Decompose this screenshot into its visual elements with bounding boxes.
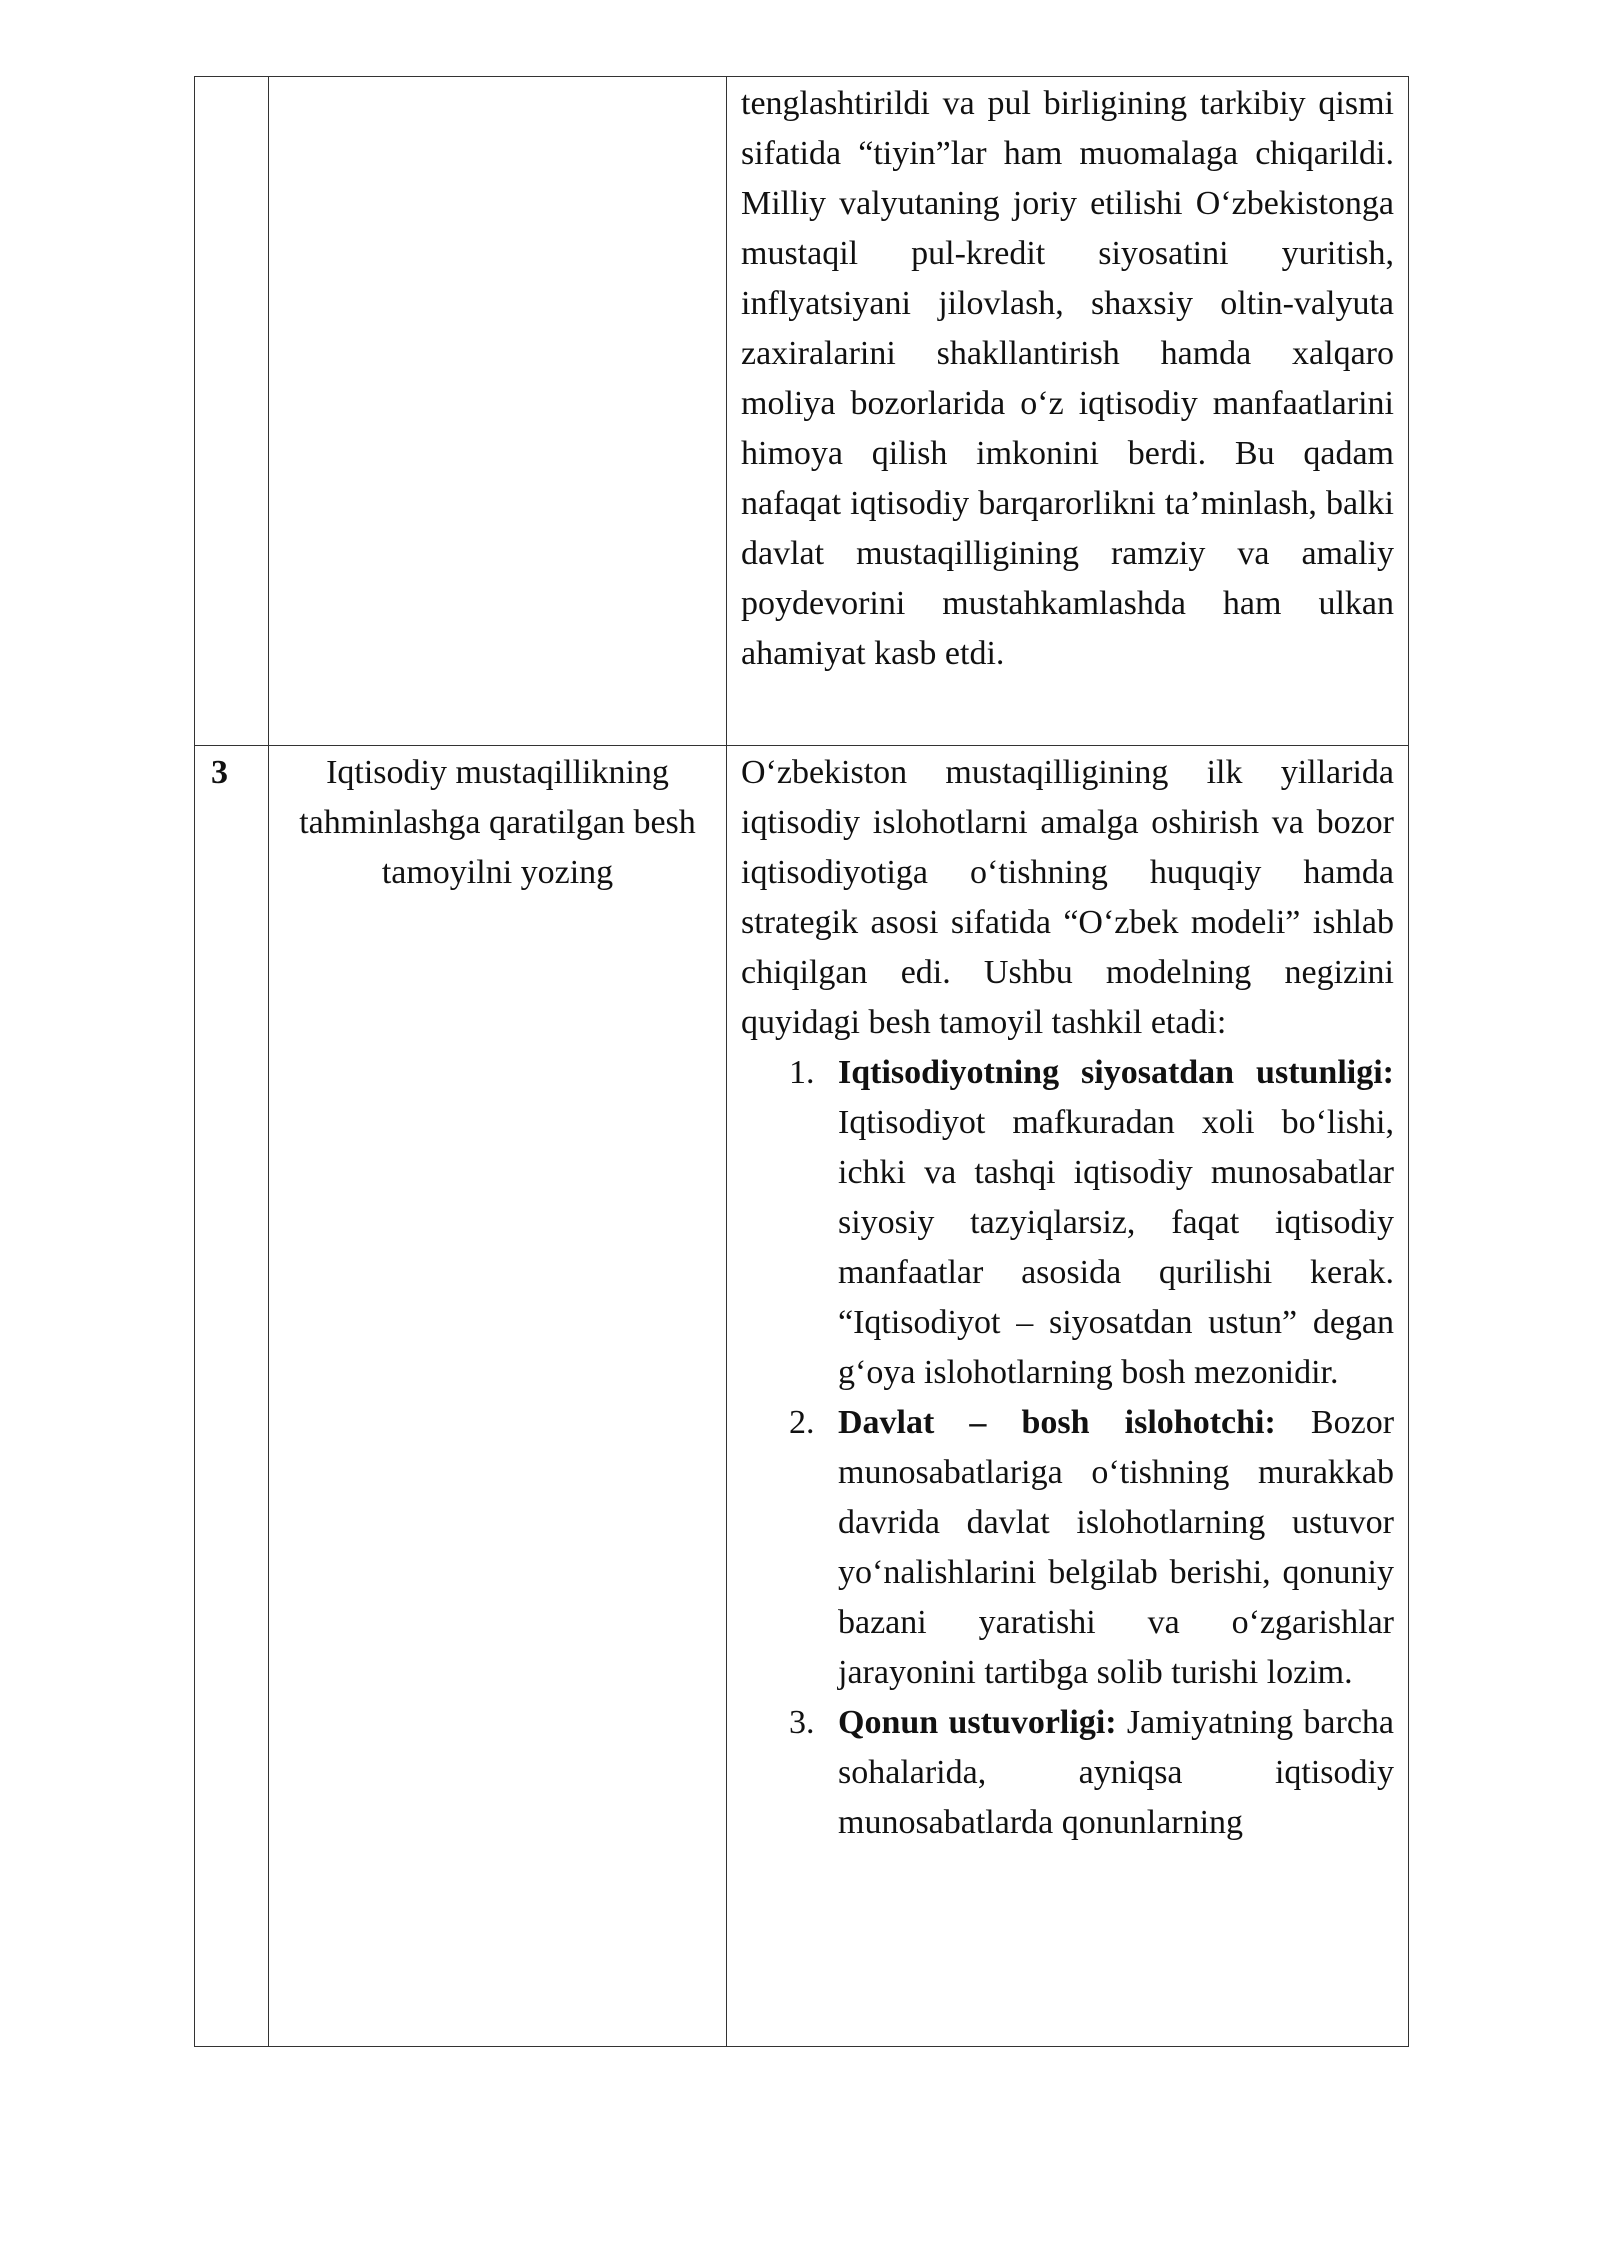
list-item: [741, 1698, 1394, 1848]
table-row: [195, 77, 1409, 746]
list-item-number: 1.: [789, 1054, 815, 1091]
answer-paragraph: tenglashtirildi va pul birligining tarkibiy qismi sifatida “tiyin”lar ham muomalaga chiqarildi. Milliy valyutaning joriy etilishi O‘zbekistonga mustaqil pul-kredit siyosatini yuritish, inflyatsiyani jilovlash, shaxsiy oltin-valyuta zaxiralarini shakllantirish hamda xalqaro moliya bozorlarida o‘z iqtisodiy manfaatlarini himoya qilish imkonini berdi. Bu qadam nafaqat iqtisodiy barqarorlikni ta’minlash, balki davlat mustaqilligining ramziy va amaliy poydevorini mustahkamlashda ham ulkan ahamiyat kasb etdi.: [741, 85, 1394, 672]
principle-text: Jamiyatning barcha sohalarida, ayniqsa iqtisodiy munosabatlarda qonunlarning: [838, 1704, 1394, 1841]
question-cell: [269, 77, 727, 746]
principle-title: Qonun ustuvorligi:: [838, 1704, 1117, 1741]
list-item-number: 2.: [789, 1404, 815, 1441]
answer-intro: O‘zbekiston mustaqilligining ilk yillarida iqtisodiy islohotlarni amalga oshirish va bozor iqtisodiyotiga o‘tishning huquqiy hamda strategik asosi sifatida “O‘zbek modeli” ishlab chiqilgan edi. Ushbu modelning negizini quyidagi besh tamoyil tashkil etadi:: [741, 754, 1394, 1041]
list-item-number: 3.: [789, 1704, 815, 1741]
row-number-cell: [195, 77, 269, 746]
principle-title: Davlat – bosh islohotchi:: [838, 1404, 1276, 1441]
principles-list: [741, 1048, 1394, 1848]
list-item: [741, 1048, 1394, 1398]
principle-text: Iqtisodiyot mafkuradan xoli bo‘lishi, ichki va tashqi iqtisodiy munosabatlar siyosiy tazyiqlarsiz, faqat iqtisodiy manfaatlar asosida qurilishi kerak. “Iqtisodiyot – siyosatdan ustun” degan g‘oya islohotlarning bosh mezonidir.: [838, 1104, 1394, 1391]
principle-text: Bozor munosabatlariga o‘tishning murakkab davrida davlat islohotlarning ustuvor yo‘nalishlarini belgilab berishi, qonuniy bazani yaratishi va o‘zgarishlar jarayonini tartibga solib turishi lozim.: [838, 1404, 1394, 1691]
answer-cell: [727, 746, 1409, 2047]
question-cell: Iqtisodiy mustaqillikning tahminlashga qaratilgan besh tamoyilni yozing: [269, 746, 727, 2047]
list-item: [741, 1398, 1394, 1698]
row-number-cell: 3: [195, 746, 269, 2047]
document-table: [194, 76, 1409, 2047]
table-row: [195, 746, 1409, 2047]
principle-title: Iqtisodiyotning siyosatdan ustunligi:: [838, 1054, 1394, 1091]
answer-content: [741, 748, 1394, 2042]
answer-cell: [727, 77, 1409, 746]
